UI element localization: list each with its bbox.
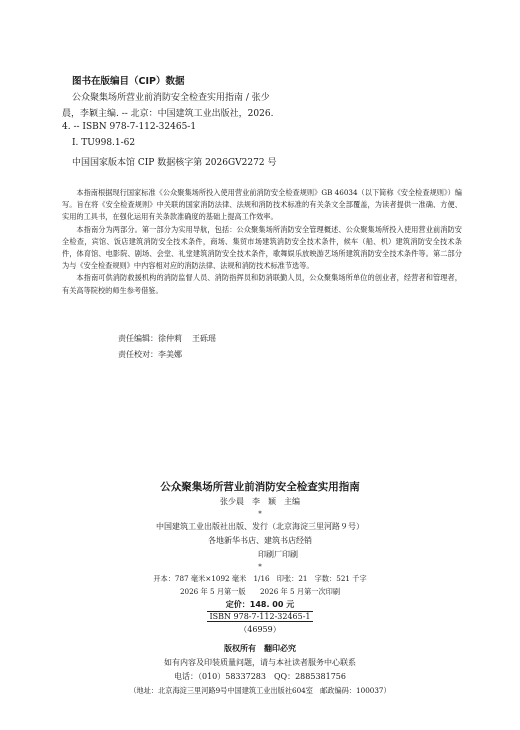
price: 定价：148. 00 元: [225, 600, 295, 609]
contact-phone: 电话：（010）58337283 QQ：2885381756: [173, 672, 346, 681]
editor-name-2: 王砾瑶: [192, 334, 216, 343]
publisher-line: 中国建筑工业出版社出版、发行（北京海淀三里河路９号）: [156, 522, 364, 531]
proofreader-name: 李美娜: [158, 350, 182, 359]
book-title: 公众聚集场所营业前消防安全检查实用指南: [160, 481, 360, 493]
responsible-editors: [118, 333, 216, 344]
cip-heading: 图书在版编目（CIP）数据: [72, 76, 185, 87]
price-line: [0, 599, 520, 610]
responsible-proofreader: [118, 349, 182, 360]
intro-paragraph-1: 本指南根据现行国家标准《公众聚集场所投入使用营业前消防安全检查规则》GB 46034（以下简称《安全检查规则》）编写。旨在将《安全检查规则》中关联的国家消防法律、法规和消防技术标准的有关条文全部覆盖，为读者提供一准确、方便、实用的工具书，在强化运用有关条款准确度的基础上提高工作效率。: [62, 188, 462, 222]
copyright-notice: 版权所有 翻印必究: [224, 644, 296, 653]
printer-line: 印刷厂印刷: [258, 550, 298, 559]
isbn: ISBN 978-7-112-32465-1: [209, 612, 311, 621]
distributor-line: 各地新华书店、建筑书店经销: [208, 536, 312, 545]
proofreader-label: 责任校对：: [118, 350, 158, 359]
cip-line-4: Ⅰ. TU998.1-62: [72, 138, 136, 148]
intro-text: [62, 187, 462, 297]
edition-line: 2026 年 5 月第一版 2026 年 5 月第一次印刷: [179, 587, 341, 596]
separator-star-2: *: [258, 563, 262, 571]
cip-line-2: 晨，李颖主编. -- 北京：中国建筑工业出版社，2026.: [62, 109, 274, 119]
cip-line-5: 中国国家版本馆 CIP 数据核字第 2026GV2272 号: [72, 158, 277, 168]
editor-name-1: 徐仲莉: [158, 334, 182, 343]
book-specs: 开本：787 毫米×1092 毫米 1/16 印张：21 字数：521 千字: [153, 574, 367, 583]
quality-notice: 如有内容及印装质量问题，请与本社读者服务中心联系: [164, 658, 356, 667]
isbn-line: [0, 611, 520, 622]
editor-label: 责任编辑：: [118, 334, 158, 343]
cip-line-3: 4. -- ISBN 978-7-112-32465-1: [62, 122, 197, 132]
book-authors: 张少晨 李 颖 主编: [220, 497, 300, 506]
publisher-address: （地址：北京海淀三里河路9号中国建筑工业出版社604室 邮政编码：100037）: [129, 686, 391, 695]
separator-star-1: *: [258, 510, 262, 518]
book-code: （46959）: [239, 625, 281, 634]
intro-paragraph-3: 本指南可供消防救援机构的消防监督人员、消防指挥员和防消联勤人员，公众聚集场所单位的创业者，经营者和管理者，有关高等院校的师生参考借鉴。: [62, 273, 462, 295]
cip-line-1: 公众聚集场所营业前消防安全检查实用指南 / 张少: [72, 93, 270, 103]
intro-paragraph-2: 本指南分为两部分。第一部分为实用导航，包括：公众聚集场所消防安全管理概述、公众聚集场所投入使用营业前消防安全检查，宾馆、饭店建筑消防安全技术条件，商场、集贸市场建筑消防安全技术条件，候车（船、机）建筑消防安全技术条件，体育馆、电影院、剧场、会堂、礼堂建筑消防安全技术条件，歌舞娱乐放映游艺场所建筑消防安全技术条件等。第二部分为与《安全检查规则》中内容相对应的消防法律、法规和消防技术标准节选等。: [62, 224, 462, 271]
